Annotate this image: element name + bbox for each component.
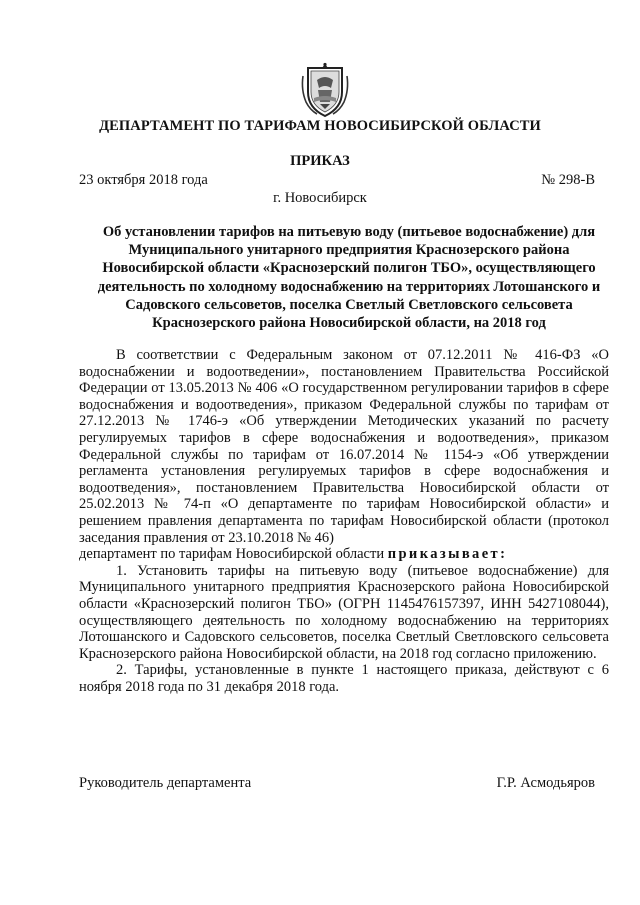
preamble-paragraph: В соответствии с Федеральным законом от 07.12.2011 № 416-ФЗ «О водоснабжении и водоотведении», постановлением Правительства Российской Федерации от 13.05.2013 № 406 «О государственном регулировании тарифов в сфере водоснабжения и водоотведения», приказом Федеральной службы по тарифам от 27.12.2013 № 1746-э «Об утверждении Методических указаний по расчету регулируемых тарифов в сфере водоснабжения и водоотведения», приказом Федеральной службы по тарифам от 16.07.2014 № 1154-э «Об утверждении регламента установления регулируемых тарифов в сфере водоснабжения и водоотведения», постановлением Правительства Новосибирской области от 25.02.2013 № 74-п «О департаменте по тарифам Новосибирской области» и решением правления департамента по тарифам Новосибирской области (протокол заседания правления от 23.10.2018 № 46) [79,347,609,546]
document-type: ПРИКАЗ [290,153,350,169]
signatory-role: Руководитель департамента [79,775,252,791]
document-body [79,347,609,695]
order-intro: департамент по тарифам Новосибирской области [79,546,385,563]
order-paragraph [79,546,609,563]
document-city: г. Новосибирск [273,190,367,206]
signatory-name: Г.Р. Асмодьяров [496,775,595,791]
subject-line: Садовского сельсоветов, поселка Светлый Светловского сельсовета [125,296,573,313]
subject-line: Муниципального унитарного предприятия Краснозерского района [128,242,570,259]
coat-of-arms-icon [300,62,350,118]
document-number: № 298-В [541,172,595,188]
department-name: ДЕПАРТАМЕНТ ПО ТАРИФАМ НОВОСИБИРСКОЙ ОБЛАСТИ [99,118,541,134]
document-subject [84,223,614,332]
item-2-paragraph: 2. Тарифы, установленные в пункте 1 настоящего приказа, действуют с 6 ноября 2018 года по 31 декабря 2018 года. [79,662,609,695]
subject-line: Новосибирской области «Краснозерский полигон ТБО», осуществляющего [102,260,596,277]
subject-line: Краснозерского района Новосибирской области, на 2018 год [152,315,546,332]
subject-line: деятельность по холодному водоснабжению на территориях Лотошанского и [97,278,601,295]
item-1-paragraph: 1. Установить тарифы на питьевую воду (питьевое водоснабжение) для Муниципального унитарного предприятия Краснозерского района Новосибирской области «Краснозерский полигон ТБО» (ОГРН 1145476157397, ИНН 5427108044), осуществляющего деятельность по холодному водоснабжению на территориях Лотошанского и Садовского сельсоветов, поселка Светлый Светловского сельсовета Краснозерского района Новосибирской области, на 2018 год согласно приложению. [79,562,609,662]
document-date: 23 октября 2018 года [79,172,208,188]
subject-line: Об установлении тарифов на питьевую воду (питьевое водоснабжение) для [102,224,596,240]
order-word: приказывает: [387,546,508,563]
